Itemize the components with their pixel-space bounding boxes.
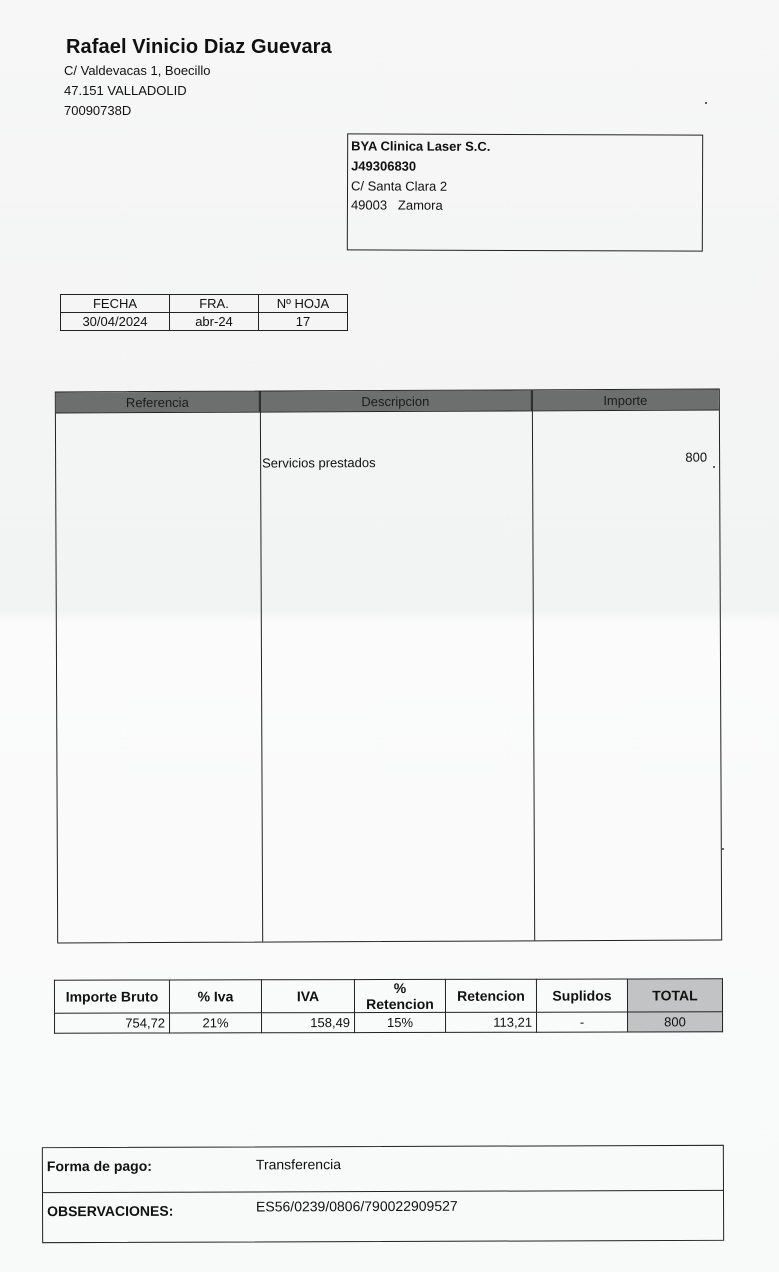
items-header-description: Descripcion xyxy=(260,390,532,411)
payment-method-value: Transferencia xyxy=(255,1156,342,1173)
totals-gross: 754,72 xyxy=(55,1013,170,1033)
item-amount: 800 xyxy=(685,449,708,465)
recipient-address: C/ Santa Clara 2 xyxy=(350,178,448,194)
totals-withholding: 113,21 xyxy=(446,1012,537,1032)
totals-header-withholding: Retencion xyxy=(445,979,536,1012)
meta-date: 30/04/2024 xyxy=(61,313,170,331)
totals-header-gross: Importe Bruto xyxy=(54,980,169,1013)
sender-address: C/ Valdevacas 1, Boecillo xyxy=(64,63,211,78)
payment-divider xyxy=(43,1190,723,1193)
totals-header-total: TOTAL xyxy=(627,979,722,1012)
totals-withholding-rate: 15% xyxy=(355,1012,446,1032)
items-divider xyxy=(260,392,263,942)
invoice-meta-table xyxy=(60,294,348,331)
totals-total: 800 xyxy=(628,1012,723,1032)
recipient-city: 49003 Zamora xyxy=(350,197,443,213)
payment-box xyxy=(42,1145,724,1243)
meta-header-date: FECHA xyxy=(61,295,170,313)
paper-speck xyxy=(705,102,707,104)
sender-tax-id: 70090738D xyxy=(64,103,132,118)
totals-supplies: - xyxy=(537,1012,628,1032)
sender-city: 47.151 VALLADOLID xyxy=(64,83,187,98)
paper-speck xyxy=(722,848,724,850)
notes-value: ES56/0239/0806/790022909527 xyxy=(256,1197,458,1215)
totals-header-vat-rate: % Iva xyxy=(169,980,261,1013)
recipient-name: BYA Clinica Laser S.C. xyxy=(351,138,491,154)
totals-header-withholding-rate: % Retencion xyxy=(354,979,445,1012)
totals-header-vat: IVA xyxy=(261,980,354,1013)
payment-method-label: Forma de pago: xyxy=(46,1157,152,1175)
recipient-box xyxy=(347,133,703,251)
items-divider xyxy=(532,390,535,940)
meta-header-sheet: Nº HOJA xyxy=(259,295,348,313)
items-table xyxy=(55,389,722,944)
meta-header-invoice: FRA. xyxy=(170,295,259,313)
totals-vat: 158,49 xyxy=(262,1013,355,1033)
totals-table xyxy=(54,978,723,1033)
meta-invoice: abr-24 xyxy=(170,313,259,331)
items-header-amount: Importe xyxy=(532,390,719,411)
totals-vat-rate: 21% xyxy=(170,1013,262,1033)
item-description: Servicios prestados xyxy=(262,455,376,471)
sender-name: Rafael Vinicio Diaz Guevara xyxy=(66,36,332,58)
totals-header-supplies: Suplidos xyxy=(536,979,627,1012)
recipient-tax-id: J49306830 xyxy=(351,158,417,174)
meta-sheet: 17 xyxy=(259,313,348,331)
items-header-reference: Referencia xyxy=(56,392,260,413)
notes-label: OBSERVACIONES: xyxy=(47,1202,174,1220)
paper-speck xyxy=(713,466,715,468)
